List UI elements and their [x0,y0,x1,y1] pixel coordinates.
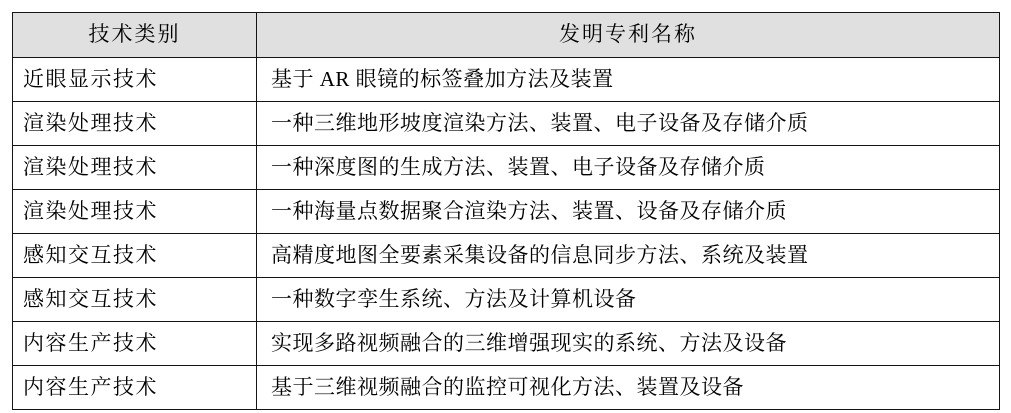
cell-category [13,322,257,366]
column-header-title-label: 发明专利名称 [559,22,697,47]
cell-title [257,322,1000,366]
cell-category [13,278,257,322]
table-row [13,234,1000,278]
cell-category [13,102,257,146]
column-header-title [257,13,1000,58]
column-header-category-label: 技术类别 [88,22,181,47]
cell-title [257,278,1000,322]
table-row [13,58,1000,102]
cell-category [13,234,257,278]
cell-category [13,146,257,190]
cell-category-text: 感知交互技术 [23,287,158,312]
table-row [13,146,1000,190]
table-body [13,58,1000,410]
cell-title [257,234,1000,278]
cell-category [13,366,257,410]
cell-title-text: 高精度地图全要素采集设备的信息同步方法、系统及装置 [271,243,809,268]
table-row [13,102,1000,146]
cell-category-text: 内容生产技术 [23,331,158,356]
cell-title [257,146,1000,190]
patent-table [12,12,1000,410]
column-header-category [13,13,257,58]
cell-category-text: 渲染处理技术 [23,111,158,136]
cell-category-text: 内容生产技术 [23,375,158,400]
cell-title [257,366,1000,410]
cell-title-text: 基于 AR 眼镜的标签叠加方法及装置 [271,67,614,92]
table-header [13,13,1000,58]
cell-category-text: 渲染处理技术 [23,199,158,224]
cell-category [13,58,257,102]
cell-title-text: 一种深度图的生成方法、装置、电子设备及存储介质 [271,155,766,180]
table-row [13,366,1000,410]
cell-title [257,190,1000,234]
table-row [13,322,1000,366]
table-header-row [13,13,1000,58]
table-row [13,278,1000,322]
cell-title-text: 一种数字孪生系统、方法及计算机设备 [271,287,637,312]
cell-title-text: 基于三维视频融合的监控可视化方法、装置及设备 [271,375,744,400]
table-row [13,190,1000,234]
cell-category-text: 渲染处理技术 [23,155,158,180]
cell-category [13,190,257,234]
cell-category-text: 近眼显示技术 [23,67,158,92]
cell-title [257,58,1000,102]
cell-title-text: 一种海量点数据聚合渲染方法、装置、设备及存储介质 [271,199,787,224]
cell-category-text: 感知交互技术 [23,243,158,268]
cell-title-text: 实现多路视频融合的三维增强现实的系统、方法及设备 [271,331,787,356]
cell-title [257,102,1000,146]
cell-title-text: 一种三维地形坡度渲染方法、装置、电子设备及存储介质 [271,111,809,136]
